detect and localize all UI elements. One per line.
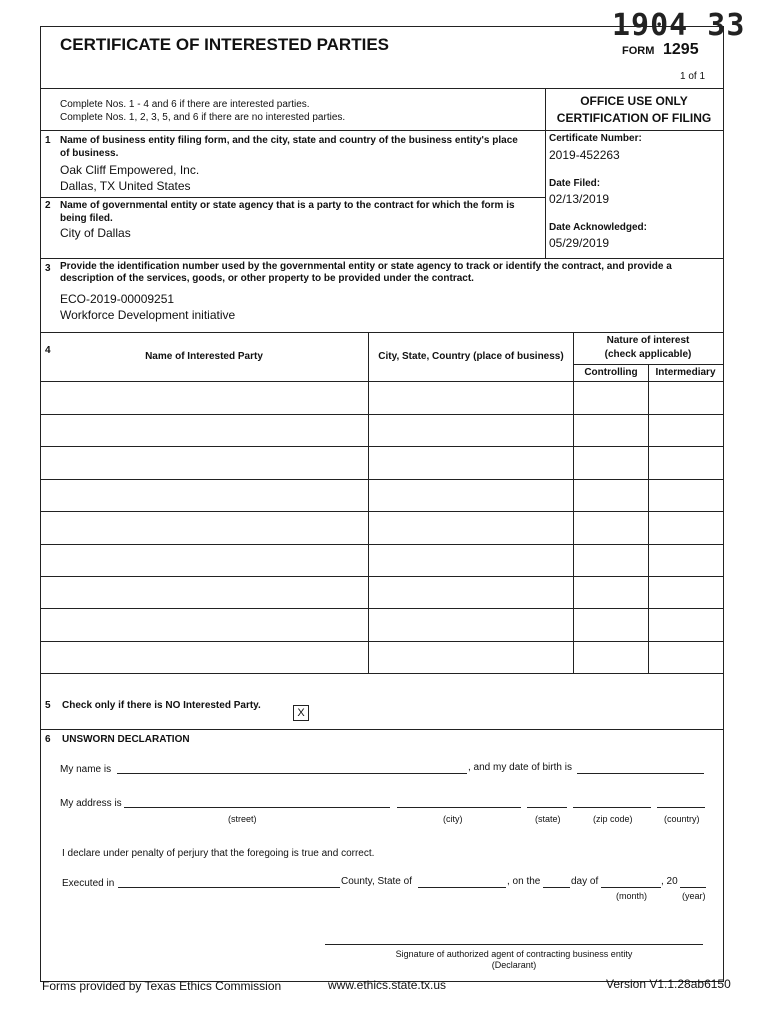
office-use-divider	[545, 130, 723, 131]
section-5-label: Check only if there is NO Interested Party.	[62, 700, 261, 711]
certificate-number-value: 2019-452263	[549, 148, 620, 162]
instruction-line-2: Complete Nos. 1, 2, 3, 5, and 6 if there are no interested parties.	[60, 112, 346, 123]
table-row	[40, 641, 723, 642]
section-1-divider	[40, 197, 545, 198]
zip-code-field[interactable]	[573, 807, 651, 808]
form-title: CERTIFICATE OF INTERESTED PARTIES	[60, 35, 389, 54]
date-of-birth-label: , and my date of birth is	[468, 762, 572, 773]
state-caption: (state)	[535, 814, 561, 824]
contract-id: ECO-2019-00009251	[60, 292, 175, 306]
date-filed-value: 02/13/2019	[549, 192, 610, 206]
state-field[interactable]	[527, 807, 567, 808]
instructions-divider	[40, 130, 545, 131]
section-1-number: 1	[45, 135, 51, 146]
section-3-label-line-2: description of the services, goods, or other property to be provided under the contract.	[60, 273, 474, 284]
table-bottom-border	[40, 673, 723, 674]
table-row	[40, 479, 723, 480]
unsworn-declaration-title: UNSWORN DECLARATION	[62, 734, 190, 745]
header-divider	[40, 88, 723, 89]
county-state-label: County, State of	[341, 876, 412, 887]
section-2-divider	[40, 258, 723, 259]
executed-in-label: Executed in	[62, 878, 115, 889]
day-of-label: day of	[571, 876, 599, 887]
footer-website[interactable]: www.ethics.state.tx.us	[328, 978, 447, 992]
on-the-label: , on the	[507, 876, 541, 887]
date-filed-label: Date Filed:	[549, 178, 601, 189]
form-number: 1295	[663, 41, 699, 58]
column-header-name: Name of Interested Party	[145, 351, 263, 362]
name-field[interactable]	[117, 773, 467, 774]
signature-caption: Signature of authorized agent of contracting business entity	[395, 949, 633, 959]
business-entity-location: Dallas, TX United States	[60, 179, 191, 193]
my-name-label: My name is	[60, 764, 112, 775]
business-entity-name: Oak Cliff Empowered, Inc.	[60, 163, 200, 177]
table-row	[40, 414, 723, 415]
table-column-divider-2	[573, 332, 574, 673]
table-column-divider-1	[368, 332, 369, 673]
column-header-controlling: Controlling	[584, 367, 638, 378]
date-acknowledged-value: 05/29/2019	[549, 236, 610, 250]
page-info: 1 of 1	[680, 71, 706, 82]
table-row	[40, 544, 723, 545]
section-2-label-line-1: Name of governmental entity or state agency that is a party to the contract for which the form is	[60, 200, 515, 211]
street-caption: (street)	[228, 814, 257, 824]
street-field[interactable]	[124, 807, 390, 808]
certificate-number-label: Certificate Number:	[549, 133, 642, 144]
table-row	[40, 511, 723, 512]
section-3-label-line-1: Provide the identification number used by the governmental entity or state agency to track or identify the contract, and provide a	[60, 261, 672, 272]
nature-of-interest-header: Nature of interest	[606, 335, 690, 346]
state-of-field[interactable]	[418, 887, 506, 888]
city-field[interactable]	[397, 807, 521, 808]
section-4-number: 4	[45, 345, 51, 356]
certification-title: CERTIFICATION OF FILING	[556, 111, 712, 125]
stamp-number: 1904 33	[612, 8, 746, 43]
table-header-divider	[40, 381, 723, 382]
section-2-label-line-2: being filed.	[60, 213, 113, 224]
office-use-title: OFFICE USE ONLY	[580, 94, 688, 108]
section-2-number: 2	[45, 200, 51, 211]
form-label: FORM	[622, 45, 655, 57]
contract-description: Workforce Development initiative	[60, 308, 236, 322]
my-address-label: My address is	[60, 798, 122, 809]
section-3-number: 3	[45, 263, 51, 274]
day-field[interactable]	[543, 887, 570, 888]
table-row	[40, 576, 723, 577]
city-caption: (city)	[443, 814, 463, 824]
section-3-divider	[40, 332, 723, 333]
table-row	[40, 608, 723, 609]
country-field[interactable]	[657, 807, 705, 808]
signature-line[interactable]	[325, 944, 703, 945]
month-caption: (month)	[616, 891, 648, 901]
no-interested-party-checkbox[interactable]: X	[293, 705, 309, 721]
declaration-statement: I declare under penalty of perjury that the foregoing is true and correct.	[62, 848, 375, 859]
year-caption: (year)	[682, 891, 706, 901]
column-header-city: City, State, Country (place of business)	[378, 351, 564, 362]
section-6-number: 6	[45, 734, 51, 745]
section-1-label-line-1: Name of business entity filing form, and the city, state and country of the business entity's place	[60, 135, 518, 146]
zip-code-caption: (zip code)	[593, 814, 633, 824]
section-1-label-line-2: of business.	[60, 148, 119, 159]
table-column-divider-3	[648, 364, 649, 673]
section-5-number: 5	[45, 700, 51, 711]
footer-version: Version V1.1.28ab6150	[606, 977, 731, 991]
date-acknowledged-label: Date Acknowledged:	[549, 222, 647, 233]
declarant-caption: (Declarant)	[491, 960, 537, 970]
column-header-intermediary: Intermediary	[655, 367, 716, 378]
date-of-birth-field[interactable]	[577, 773, 704, 774]
section-5-divider	[40, 729, 723, 730]
governmental-entity-name: City of Dallas	[60, 226, 131, 240]
check-applicable-header: (check applicable)	[604, 349, 692, 360]
table-row	[40, 446, 723, 447]
country-caption: (country)	[664, 814, 700, 824]
instruction-line-1: Complete Nos. 1 - 4 and 6 if there are interested parties.	[60, 99, 310, 110]
twenty-label: , 20	[661, 876, 678, 887]
month-field[interactable]	[601, 887, 661, 888]
year-field[interactable]	[680, 887, 706, 888]
county-field[interactable]	[118, 887, 340, 888]
footer-provided-by: Forms provided by Texas Ethics Commission	[42, 979, 282, 993]
